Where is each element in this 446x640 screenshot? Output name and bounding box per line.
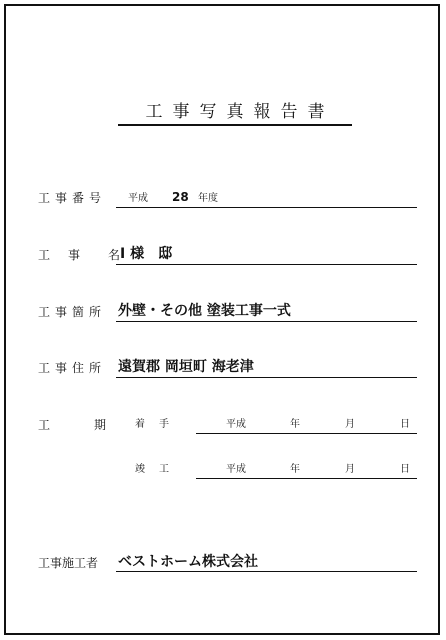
koki-start-label: 着 手 [135, 419, 171, 430]
koji-bango-year: 28 [172, 190, 189, 204]
koki-start-era: 平成 [226, 419, 246, 430]
label-koji-jusho: 工事住所 [38, 361, 107, 375]
koki-end-era: 平成 [226, 464, 246, 475]
koki-start-day-unit: 日 [400, 419, 410, 430]
sekosha-underline [116, 571, 417, 572]
koji-jusho-value: 遠賀郡 岡垣町 海老津 [118, 359, 254, 375]
label-koji-kasho: 工事箇所 [38, 305, 107, 319]
koji-mei-underline [116, 264, 417, 265]
koki-start-underline [196, 433, 417, 434]
label-koji-mei-b: 事 [68, 248, 81, 262]
koji-mei-value: I 様 邸 [120, 246, 173, 262]
koki-start-year-unit: 年 [290, 419, 300, 430]
koji-bango-era: 平成 [128, 193, 148, 204]
koki-end-year-unit: 年 [290, 464, 300, 475]
koji-bango-underline [116, 207, 417, 208]
label-koji-bango: 工事番号 [38, 191, 107, 205]
label-koki-b: 期 [94, 418, 107, 432]
label-koji-mei-c: 名 [108, 248, 121, 262]
sekosha-value: ベストホーム株式会社 [118, 554, 258, 570]
koki-end-label: 竣 工 [135, 464, 171, 475]
label-koji-mei-a: 工 [38, 248, 51, 262]
koji-bango-suffix: 年度 [198, 193, 218, 204]
label-sekosha: 工事施工者 [38, 556, 99, 570]
koki-end-day-unit: 日 [400, 464, 410, 475]
koki-end-month-unit: 月 [345, 464, 355, 475]
label-koji-mei [38, 247, 120, 263]
koki-start-month-unit: 月 [345, 419, 355, 430]
koji-kasho-value: 外壁・その他 塗装工事一式 [118, 303, 291, 319]
koki-end-underline [196, 478, 417, 479]
label-koki [38, 417, 106, 433]
koji-jusho-underline [116, 377, 417, 378]
label-koki-a: 工 [38, 418, 51, 432]
document-title: 工事写真報告書 [118, 100, 352, 126]
koji-kasho-underline [116, 321, 417, 322]
